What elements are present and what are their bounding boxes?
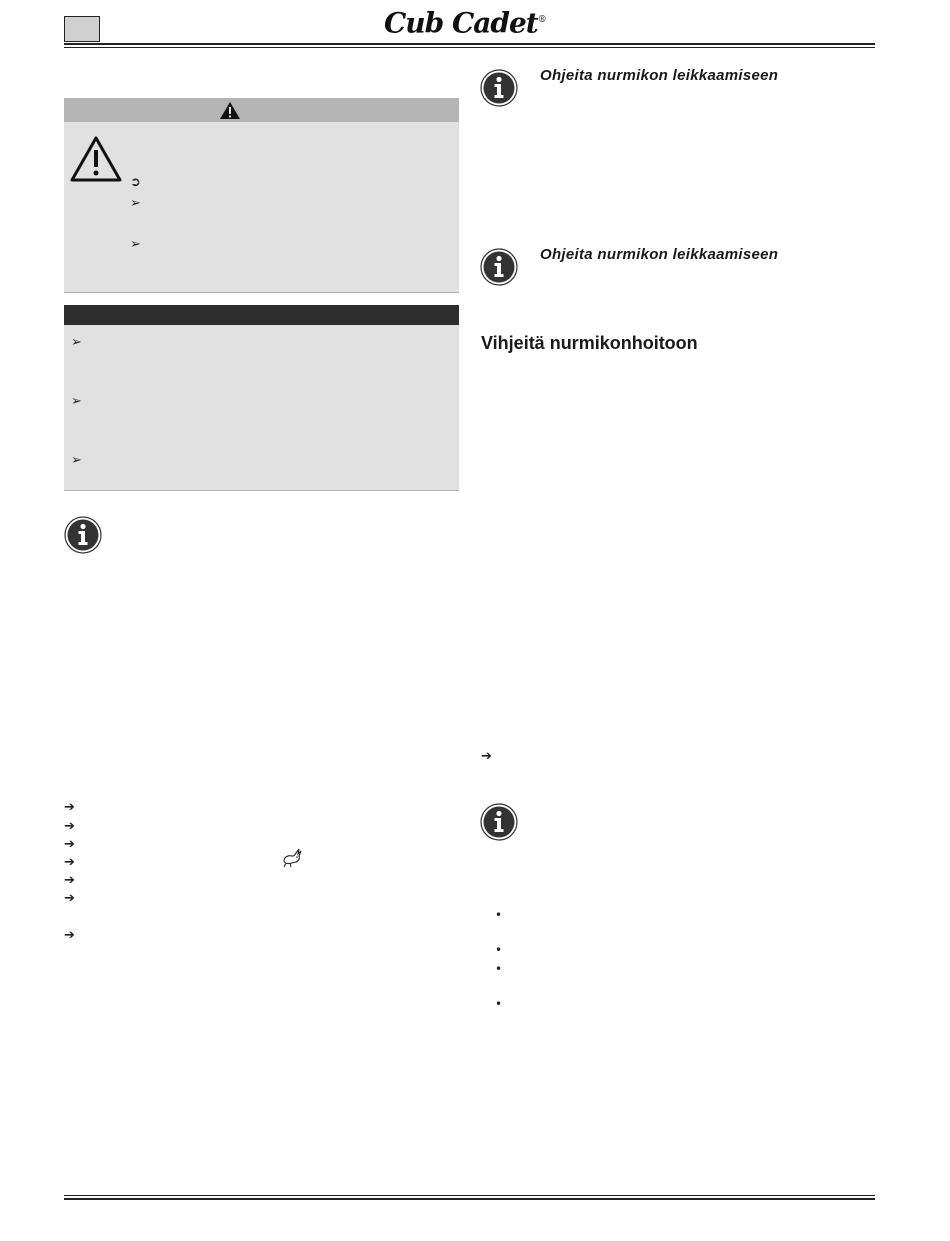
bullet-dot: • xyxy=(495,908,503,922)
note-box-header xyxy=(64,305,459,325)
arrow-right-icon: ➔ xyxy=(64,837,75,852)
info-circle-icon xyxy=(64,516,102,554)
arrow-right-icon: ➔ xyxy=(64,819,75,834)
rabbit-fast-speed-icon xyxy=(280,847,304,869)
brand-logo: Cub Cadet® xyxy=(384,6,547,40)
arrowhead-bullet-icon: ➢ xyxy=(71,453,82,468)
header-rule-thin xyxy=(64,47,875,48)
warning-triangle-icon xyxy=(219,101,241,120)
arrowhead-bullet-icon: ➢ xyxy=(130,196,141,211)
page-number-tab xyxy=(64,16,100,42)
arrow-right-icon: ➔ xyxy=(64,873,75,888)
bullet-dot: • xyxy=(495,997,503,1011)
note-box-body xyxy=(64,325,459,491)
info-circle-icon xyxy=(480,69,518,107)
bullet-dot: • xyxy=(495,962,503,976)
warning-triangle-icon xyxy=(69,135,123,183)
bullet-dot: • xyxy=(495,943,503,957)
warning-box-header xyxy=(64,98,459,122)
info-circle-icon xyxy=(480,248,518,286)
arrow-right-icon: ➔ xyxy=(64,855,75,870)
header-rule xyxy=(64,43,875,45)
arrowhead-bullet-icon: ➢ xyxy=(71,335,82,350)
arrowhead-bullet-icon: ➢ xyxy=(71,394,82,409)
info-circle-icon xyxy=(480,803,518,841)
arrow-right-icon: ➔ xyxy=(64,891,75,906)
info-heading-mowing-tips: Ohjeita nurmikon leikkaamiseen xyxy=(540,246,779,263)
warning-box-body xyxy=(64,122,459,293)
section-title-lawn-care: Vihjeitä nurmikonhoitoon xyxy=(481,333,698,353)
info-heading-mowing-tips: Ohjeita nurmikon leikkaamiseen xyxy=(540,67,779,84)
arrow-right-icon: ➔ xyxy=(64,800,75,815)
arrowhead-bullet-icon: ➢ xyxy=(130,237,141,252)
arrow-right-icon: ➔ xyxy=(64,928,75,943)
undo-arrow-icon: ➲ xyxy=(130,175,141,190)
footer-rule xyxy=(64,1198,875,1200)
footer-rule-thin xyxy=(64,1195,875,1196)
arrow-right-icon: ➔ xyxy=(481,749,492,764)
